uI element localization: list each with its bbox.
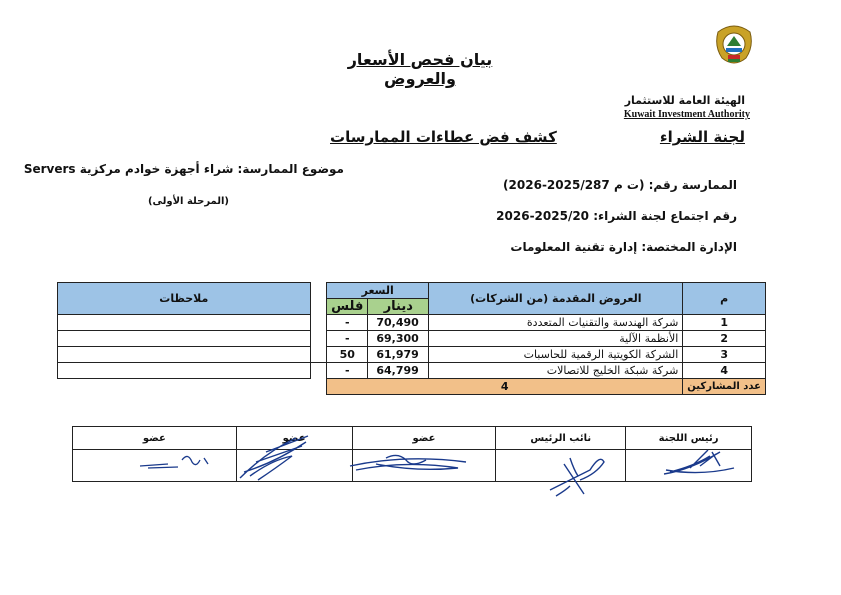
meeting-number: رقم اجتماع لجنة الشراء: 2025/20-2026 (496, 209, 737, 223)
signature-label-member: عضو (352, 427, 496, 450)
table-row (58, 315, 766, 331)
row-number: 4 (683, 363, 766, 379)
row-fils: - (327, 315, 368, 331)
row-number: 1 (683, 315, 766, 331)
row-company: الأنظمة الآلية (429, 331, 683, 347)
signature-member-3 (346, 452, 476, 476)
tender-subject: موضوع الممارسة: شراء أجهزة خوادم مركزية Servers (23, 162, 344, 176)
spacer-cell (310, 363, 327, 379)
row-fils: - (327, 363, 368, 379)
notes-header: ملاحظات (58, 283, 311, 315)
row-company: شركة شبكة الخليج للاتصالات (429, 363, 683, 379)
kia-emblem-logo (712, 22, 756, 68)
signature-label-member: عضو (236, 427, 352, 450)
document-title: بيان فحص الأسعار والعروض (347, 50, 493, 88)
row-dinar: 64,799 (368, 363, 429, 379)
signature-label-member: عضو (73, 427, 237, 450)
row-company: الشركة الكويتية الرقمية للحاسبات (429, 347, 683, 363)
signature-member-2 (236, 432, 316, 486)
dinar-header: دينار (368, 299, 429, 315)
offers-header: العروض المقدمة (من الشركات) (429, 283, 683, 315)
signature-vice-chair (540, 450, 620, 500)
row-number: 3 (683, 347, 766, 363)
row-notes (58, 315, 311, 331)
row-fils: - (327, 331, 368, 347)
signature-label-chair: رئيس اللجنة (626, 427, 752, 450)
department: الإدارة المختصة: إدارة تقنية المعلومات (510, 240, 737, 254)
signature-chair (660, 448, 740, 478)
committee-heading: لجنة الشراء (659, 128, 745, 146)
fils-header: فلس (327, 299, 368, 315)
spacer-cell (310, 283, 327, 363)
row-dinar: 69,300 (368, 331, 429, 347)
table-row (58, 347, 766, 363)
row-notes (58, 331, 311, 347)
offers-table (57, 282, 766, 395)
signature-member-1 (138, 450, 218, 474)
table-row (58, 331, 766, 347)
org-name-english: Kuwait Investment Authority (623, 109, 750, 120)
row-number: 2 (683, 331, 766, 347)
signature-label-vice-chair: نائب الرئيس (496, 427, 626, 450)
tender-reference: الممارسة رقم: (ت م 2025/287-2026) (503, 178, 737, 192)
table-row (58, 363, 766, 379)
row-notes (58, 363, 311, 379)
org-name-arabic: الهيئة العامة للاستثمار (624, 94, 745, 107)
participants-label: عدد المشاركين (683, 379, 766, 395)
number-header: م (683, 283, 766, 315)
row-company: شركة الهندسة والتقنيات المتعددة (429, 315, 683, 331)
row-dinar: 70,490 (368, 315, 429, 331)
sheet-title: كشف فض عطاءات الممارسات (330, 128, 557, 146)
row-notes (58, 347, 311, 363)
participants-count: 4 (327, 379, 683, 395)
row-fils: 50 (327, 347, 368, 363)
tender-phase: (المرحلة الأولى) (147, 196, 229, 207)
row-dinar: 61,979 (368, 347, 429, 363)
price-header: السعر (327, 283, 429, 299)
